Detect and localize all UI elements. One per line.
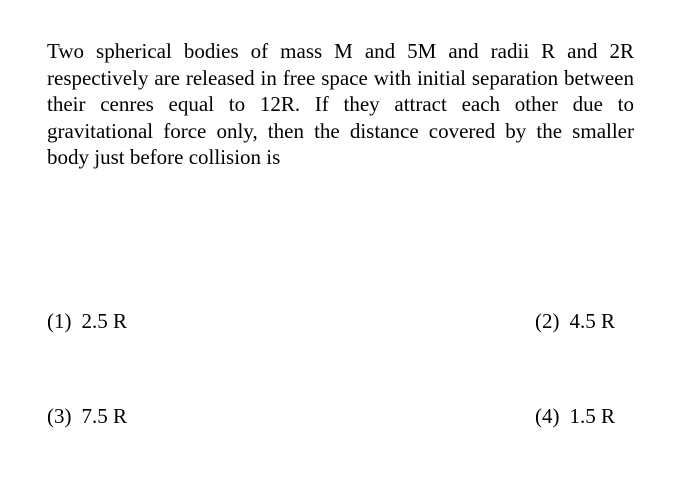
- option-3: [47, 403, 127, 429]
- question-text: Two spherical bodies of mass M and 5M and radii R and 2R respectively are released in free space with initial separation between their cenres equal to 12R. If they attract each other due to gravitational force only, then the distance covered by the smaller body just before collision is: [47, 39, 634, 169]
- option-number: (1): [47, 309, 72, 333]
- option-value: 7.5 R: [81, 404, 128, 428]
- option-2: [535, 308, 615, 334]
- option-4: [535, 403, 615, 429]
- option-number: (2): [535, 309, 560, 333]
- option-value: 4.5 R: [569, 309, 616, 333]
- option-value: 2.5 R: [81, 309, 128, 333]
- option-number: (3): [47, 404, 72, 428]
- option-value: 1.5 R: [569, 404, 616, 428]
- option-number: (4): [535, 404, 560, 428]
- option-1: [47, 308, 127, 334]
